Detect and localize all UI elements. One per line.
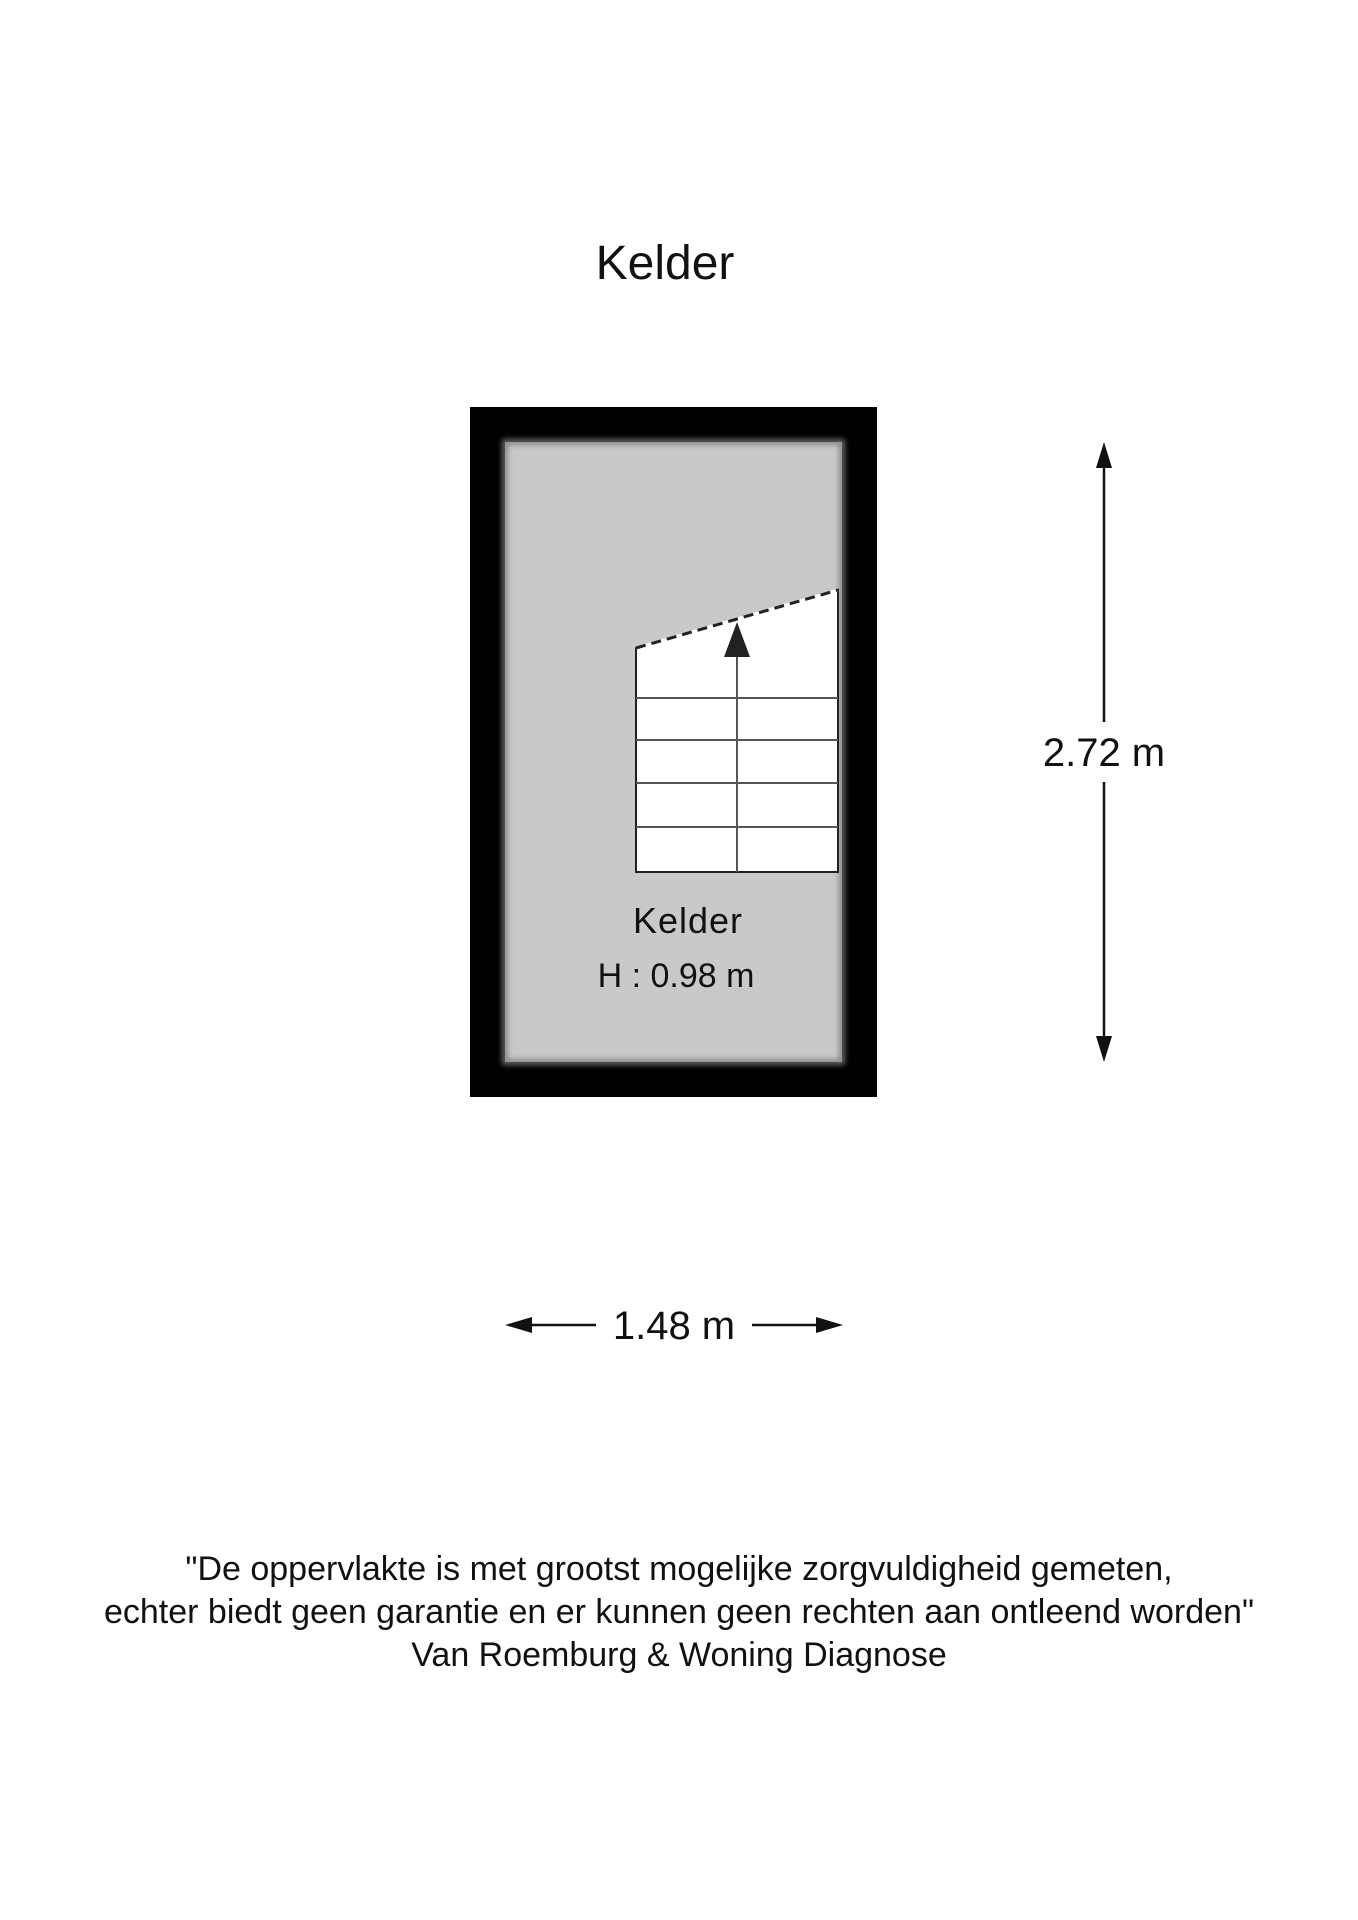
page-title: Kelder: [595, 237, 735, 290]
disclaimer-line-2: echter biedt geen garantie en er kunnen geen rechten aan ontleend worden": [103, 1593, 1255, 1631]
height-arrow-up: [1096, 442, 1112, 468]
width-arrow-right: [816, 1317, 843, 1333]
height-arrow-down: [1096, 1036, 1112, 1062]
disclaimer: [0, 1548, 1358, 1677]
width-arrow-left: [505, 1317, 532, 1333]
height-dimension-label: 2.72 m: [1042, 731, 1166, 775]
disclaimer-line-1: "De oppervlakte is met grootst mogelijke zorgvuldigheid gemeten,: [185, 1550, 1173, 1588]
room-name-label: Kelder: [632, 900, 744, 941]
room-height-label: H : 0.98 m: [597, 957, 755, 995]
width-dimension: [505, 1304, 843, 1348]
disclaimer-company: Van Roemburg & Woning Diagnose: [411, 1636, 947, 1674]
width-dimension-label: 1.48 m: [612, 1304, 736, 1348]
height-dimension: [1043, 442, 1165, 1062]
